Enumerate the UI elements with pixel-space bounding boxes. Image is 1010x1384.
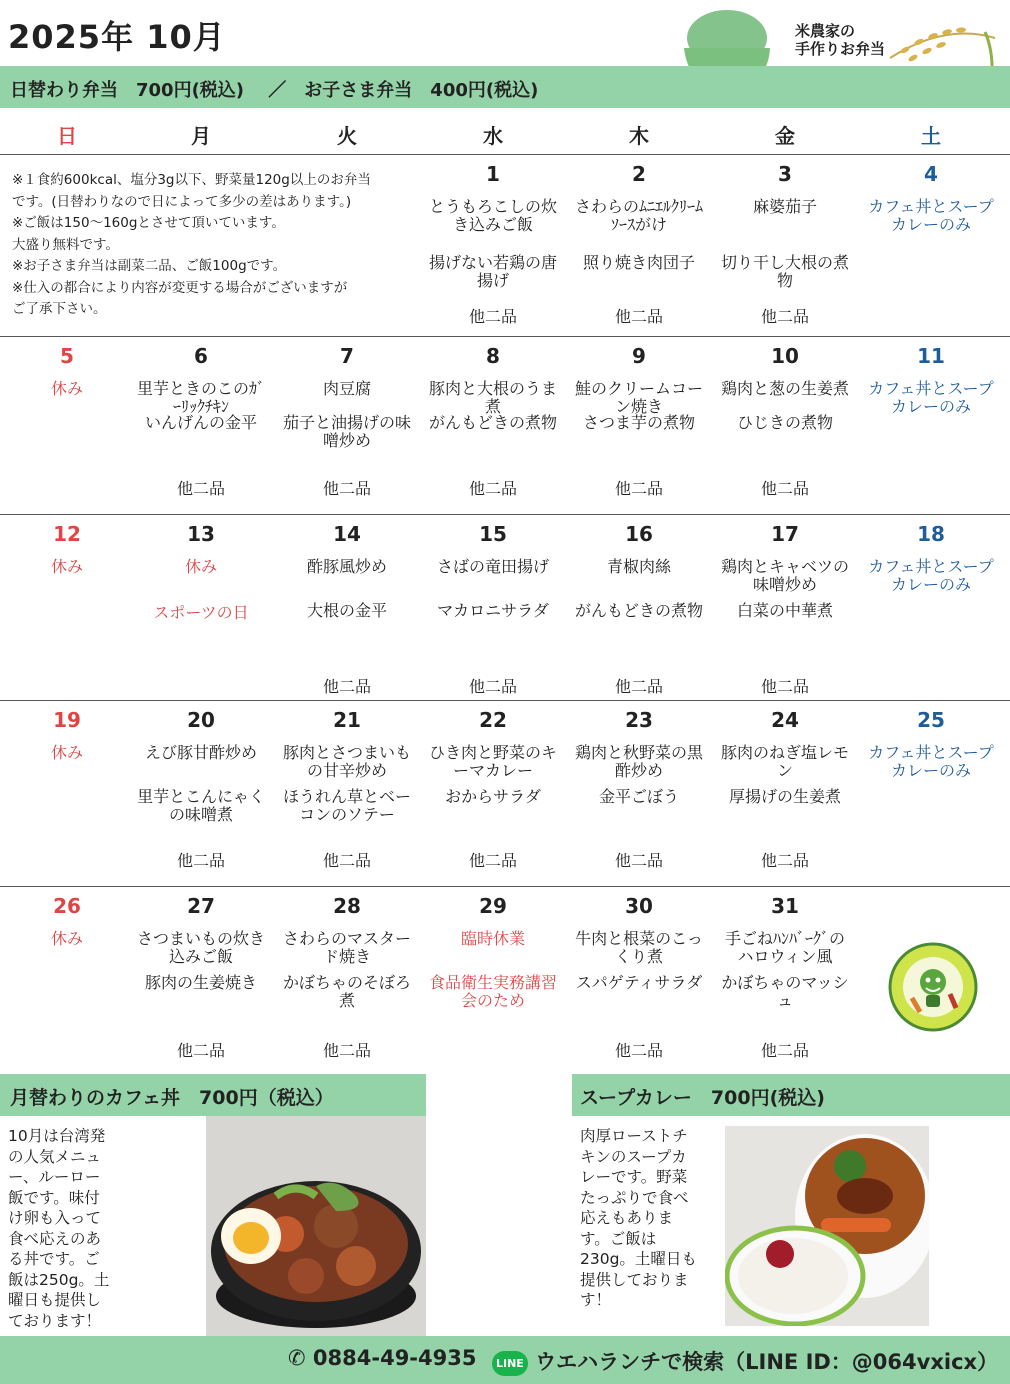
line-icon: LINE — [492, 1351, 528, 1376]
day-number: 13 — [187, 522, 215, 546]
description-line: の人気メニュ — [8, 1147, 102, 1166]
side-dish: さつま芋の煮物 — [582, 413, 695, 432]
main-dish: さばの竜田揚げ — [436, 557, 549, 576]
side-dish: いんげんの金平 — [144, 413, 257, 432]
main-dish: カフェ丼とスープカレーのみ — [868, 743, 994, 780]
other-items: 他二品 — [614, 479, 663, 498]
main-dish: 肉豆腐 — [322, 379, 371, 398]
calendar-day-cell — [712, 886, 858, 1074]
other-items: 他二品 — [322, 677, 371, 696]
phone-contact[interactable] — [288, 1346, 476, 1370]
side-dish: おからサラダ — [445, 787, 541, 806]
side-dish: ほうれん草とベーコンのソテー — [282, 787, 411, 824]
other-items: 他二品 — [322, 1041, 371, 1060]
note-line: ※仕入の都合により内容が変更する場合がございますが — [12, 279, 348, 296]
day-number: 24 — [771, 708, 799, 732]
main-dish: カフェ丼とスープカレーのみ — [868, 197, 994, 234]
other-items: 他二品 — [614, 677, 663, 696]
other-items: 他二品 — [760, 307, 809, 326]
calendar-day-cell — [712, 514, 858, 700]
side-dish: 豚肉の生姜焼き — [144, 973, 257, 992]
side-dish: マカロニサラダ — [437, 601, 549, 620]
closed-label: 休み — [184, 557, 217, 576]
page-title: 2025年 10月 — [8, 18, 226, 56]
main-dish: 酢豚風炒め — [306, 557, 387, 576]
side-dish: がんもどきの煮物 — [428, 413, 557, 432]
other-items: 他二品 — [468, 479, 517, 498]
main-dish: さわらのﾑﾆｴﾙｸﾘｰﾑｿｰｽがけ — [574, 197, 703, 234]
calendar-day-cell — [420, 154, 566, 336]
calendar-day-cell — [566, 514, 712, 700]
other-items: 他二品 — [614, 1041, 663, 1060]
side-dish: 金平ごぼう — [598, 787, 679, 806]
side-dish: 里芋とこんにゃくの味噌煮 — [137, 787, 265, 824]
closed-label: 休み — [50, 743, 83, 762]
main-dish: 里芋ときのこのｶﾞｰﾘｯｸﾁｷﾝ — [136, 379, 265, 416]
other-items: 他二品 — [468, 677, 517, 696]
side-dish: 厚揚げの生姜煮 — [728, 787, 841, 806]
day-number: 27 — [187, 894, 215, 918]
phone-number: 0884-49-4935 — [312, 1346, 477, 1370]
day-number: 11 — [917, 344, 945, 368]
day-number: 19 — [53, 708, 81, 732]
phone-icon: ✆ — [288, 1346, 306, 1370]
calendar-day-cell — [566, 154, 712, 336]
day-number: 22 — [479, 708, 507, 732]
day-number: 1 — [486, 162, 500, 186]
line-contact[interactable] — [492, 1346, 998, 1376]
day-number: 2 — [632, 162, 646, 186]
day-number: 5 — [60, 344, 74, 368]
other-items: 他二品 — [614, 307, 663, 326]
description-line: 提供しておりま — [580, 1270, 689, 1289]
side-dish: かぼちゃのマッシュ — [721, 973, 849, 1010]
day-number: 9 — [632, 344, 646, 368]
calendar-day-cell — [0, 886, 140, 1074]
day-number: 8 — [486, 344, 500, 368]
other-items: 他二品 — [468, 307, 517, 326]
calendar-day-cell — [858, 154, 1004, 336]
main-dish: 鶏肉と秋野菜の黒酢炒め — [574, 743, 703, 780]
note-line: 大盛り無料です。 — [12, 236, 119, 253]
main-dish: カフェ丼とスープカレーのみ — [868, 379, 994, 416]
note-line: ※１食約600kcal、塩分3g以下、野菜量120g以上のお弁当 — [12, 172, 371, 188]
description-line: 飯です。味付 — [8, 1188, 100, 1207]
day-number: 25 — [917, 708, 945, 732]
description-line: 応えもありま — [580, 1209, 674, 1227]
cafe-description — [8, 1126, 208, 1331]
description-line: 曜日も提供し — [8, 1291, 102, 1309]
closed-reason: 食品衛生実務講習会のため — [428, 973, 557, 1010]
other-items: 他二品 — [322, 851, 371, 870]
calendar-day-cell — [420, 336, 566, 514]
other-items: 他二品 — [760, 1041, 809, 1060]
weekday-header: 水 — [483, 124, 503, 148]
calendar-day-cell — [420, 514, 566, 700]
main-dish: 鮭のクリームコーン焼き — [574, 379, 703, 416]
day-number: 7 — [340, 344, 354, 368]
side-dish: かぼちゃのそぼろ煮 — [282, 973, 411, 1010]
calendar-day-cell — [274, 336, 420, 514]
other-items: 他二品 — [176, 1041, 225, 1060]
closed-label: 休み — [50, 929, 83, 948]
calendar-day-cell — [712, 336, 858, 514]
side-dish: 大根の金平 — [306, 601, 387, 620]
calendar-day-cell — [858, 700, 1004, 886]
note-line: ご了承下さい。 — [12, 301, 107, 317]
main-dish: 麻婆茄子 — [752, 197, 817, 216]
day-number: 4 — [924, 162, 938, 186]
main-dish: えび豚甘酢炒め — [144, 743, 257, 762]
main-dish: 豚肉のねぎ塩レモン — [720, 743, 849, 780]
vegetable-menu-badge-icon — [888, 942, 978, 1032]
day-number: 28 — [333, 894, 361, 918]
calendar-day-cell — [0, 700, 140, 886]
other-items: 他二品 — [614, 851, 663, 870]
calendar-day-cell — [128, 700, 274, 886]
day-number: 16 — [625, 522, 653, 546]
description-line: たっぷりで食べ — [580, 1188, 689, 1207]
side-dish: がんもどきの煮物 — [574, 601, 703, 620]
day-number: 3 — [778, 162, 792, 186]
calendar-day-cell — [566, 336, 712, 514]
main-dish: 牛肉と根菜のこっくり煮 — [575, 929, 703, 966]
day-number: 23 — [625, 708, 653, 732]
main-dish: 鶏肉とキャベツの味噌炒め — [720, 557, 849, 594]
day-number: 15 — [479, 522, 507, 546]
note-line: ※お子さま弁当は副菜二品、ご飯100gです。 — [12, 258, 287, 274]
other-items: 他二品 — [176, 851, 225, 870]
description-line: 肉厚ローストチ — [580, 1127, 688, 1145]
side-dish: 切り干し大根の煮物 — [720, 253, 849, 290]
calendar-day-cell — [858, 336, 1004, 514]
side-dish: 白菜の中華煮 — [736, 601, 833, 620]
other-items: 他二品 — [760, 479, 809, 498]
weekday-header: 火 — [337, 124, 357, 148]
other-items: 他二品 — [760, 851, 809, 870]
description-line: す。ご飯は — [580, 1229, 657, 1248]
side-dish: ひじきの煮物 — [736, 413, 833, 432]
calendar-day-cell — [712, 700, 858, 886]
description-line: す！ — [580, 1291, 612, 1309]
calendar-day-cell — [128, 886, 274, 1074]
main-dish: さわらのマスタード焼き — [282, 929, 411, 966]
description-line: ー、ルーロー — [8, 1168, 101, 1186]
day-number: 6 — [194, 344, 208, 368]
day-number: 31 — [771, 894, 799, 918]
main-dish: さつまいもの炊き込みご飯 — [136, 929, 265, 966]
soup-curry-photo — [725, 1126, 929, 1326]
main-dish: とうもろこしの炊き込みご飯 — [428, 197, 557, 234]
calendar-day-cell — [274, 514, 420, 700]
day-number: 26 — [53, 894, 81, 918]
closed-reason: スポーツの日 — [153, 603, 249, 622]
weekday-header-row — [0, 110, 1010, 154]
closed-label: 休み — [50, 379, 83, 398]
description-line: ております！ — [8, 1311, 102, 1330]
description-line: け卵も入って — [8, 1209, 102, 1227]
calendar-day-cell — [858, 514, 1004, 700]
description-line: レーです。野菜 — [580, 1168, 688, 1186]
description-line: 10月は台湾発 — [8, 1127, 106, 1145]
line-search-text: ウエハランチで検索（LINE ID：@064vxicx） — [535, 1350, 999, 1374]
day-number: 18 — [917, 522, 945, 546]
weekday-header: 日 — [57, 124, 77, 148]
calendar-day-cell — [420, 700, 566, 886]
calendar-day-cell — [712, 154, 858, 336]
cafe-rice-bowl-photo — [206, 1116, 426, 1336]
calendar-day-cell — [274, 886, 420, 1074]
calendar-day-cell — [0, 336, 140, 514]
calendar-day-cell — [566, 886, 712, 1074]
other-items: 他二品 — [176, 479, 225, 498]
logo-tagline: 米農家の 手作りお弁当 — [795, 22, 886, 58]
closed-label: 臨時休業 — [460, 929, 525, 948]
description-line: 飯は250g。土 — [8, 1270, 110, 1289]
price-info: 日替わり弁当 700円(税込) ／ お子さま弁当 400円(税込) — [10, 80, 539, 101]
cafe-title: 月替わりのカフェ丼 700円（税込） — [10, 1087, 334, 1109]
side-dish: 揚げない若鶏の唐揚げ — [428, 253, 557, 290]
main-dish: ひき肉と野菜のキーマカレー — [428, 743, 557, 780]
weekday-header: 月 — [191, 124, 211, 148]
soup-title: スープカレー 700円(税込) — [580, 1087, 825, 1109]
side-dish: 照り焼き肉団子 — [582, 253, 695, 272]
day-number: 30 — [625, 894, 653, 918]
calendar-day-cell — [0, 514, 140, 700]
main-dish: 鶏肉と葱の生姜煮 — [720, 379, 849, 398]
menu-notes — [12, 170, 422, 321]
description-line: キンのスープカ — [580, 1147, 687, 1166]
soup-description — [580, 1126, 725, 1311]
day-number: 21 — [333, 708, 361, 732]
other-items: 他二品 — [322, 479, 371, 498]
calendar-day-cell — [128, 336, 274, 514]
main-dish: カフェ丼とスープカレーのみ — [868, 557, 994, 594]
main-dish: 豚肉と大根のうま煮 — [428, 379, 557, 416]
day-number: 17 — [771, 522, 799, 546]
day-number: 29 — [479, 894, 507, 918]
closed-label: 休み — [50, 557, 83, 576]
side-dish: 茄子と油揚げの味噌炒め — [282, 413, 411, 450]
description-line: る丼です。ご — [8, 1250, 100, 1268]
day-number: 10 — [771, 344, 799, 368]
weekday-header: 木 — [629, 124, 649, 148]
main-dish: 青椒肉絲 — [606, 557, 671, 576]
main-dish: 手ごねﾊﾝﾊﾞｰｸﾞのハロウィン風 — [724, 929, 845, 966]
weekday-header: 土 — [921, 124, 941, 148]
calendar-day-cell — [128, 514, 274, 700]
other-items: 他二品 — [468, 851, 517, 870]
description-line: 食べ応えのあ — [8, 1229, 102, 1248]
note-line: ※ご飯は150〜160gとさせて頂いています。 — [12, 215, 285, 231]
description-line: 230g。土曜日も — [580, 1250, 697, 1268]
day-number: 14 — [333, 522, 361, 546]
calendar-day-cell — [566, 700, 712, 886]
note-line: です。(日替わりなので日によって多少の差はあります。) — [12, 193, 352, 210]
side-dish: スパゲティサラダ — [575, 973, 703, 992]
calendar-day-cell — [420, 886, 566, 1074]
day-number: 20 — [187, 708, 215, 732]
day-number: 12 — [53, 522, 81, 546]
main-dish: 豚肉とさつまいもの甘辛炒め — [282, 743, 411, 780]
weekday-header: 金 — [775, 124, 795, 148]
other-items: 他二品 — [760, 677, 809, 696]
calendar-day-cell — [274, 700, 420, 886]
